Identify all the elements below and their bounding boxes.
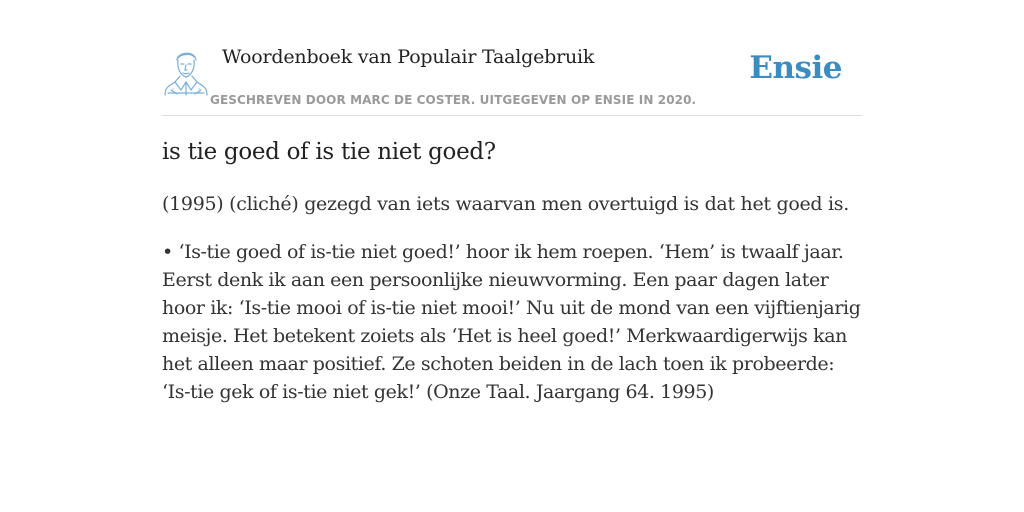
author-portrait-icon bbox=[163, 46, 209, 96]
ensie-logo[interactable]: Ensie bbox=[749, 50, 842, 86]
entry-card bbox=[162, 40, 862, 403]
entry-term: is tie goed of is tie niet goed? bbox=[162, 139, 496, 165]
entry-definition: (1995) (cliché) gezegd van iets waarvan men overtuigd is dat het goed is. bbox=[162, 193, 850, 215]
byline: GESCHREVEN DOOR MARC DE COSTER. UITGEGEVEN OP ENSIE IN 2020. bbox=[210, 93, 697, 107]
book-title[interactable]: Woordenboek van Populair Taalgebruik bbox=[222, 46, 595, 68]
entry-example: • ‘Is-tie goed of is-tie niet goed!’ hoor ik hem roepen. ‘Hem’ is twaalf jaar. Eerst denk ik aan een persoonlijke nieuwvorming. Een paar dagen later hoor ik: ‘Is-tie mooi of is-tie niet mooi!’ Nu uit de mond van een vijftienjarig meisje. Het betekent zoiets als ‘Het is heel goed!’ Merkwaardigerwijs kan het alleen maar positief. Ze schoten beiden in de lach toen ik probeerde: ‘Is-tie gek of is-tie niet gek!’ (Onze Taal. Jaargang 64. 1995) bbox=[162, 241, 861, 403]
entry-header bbox=[162, 40, 862, 116]
